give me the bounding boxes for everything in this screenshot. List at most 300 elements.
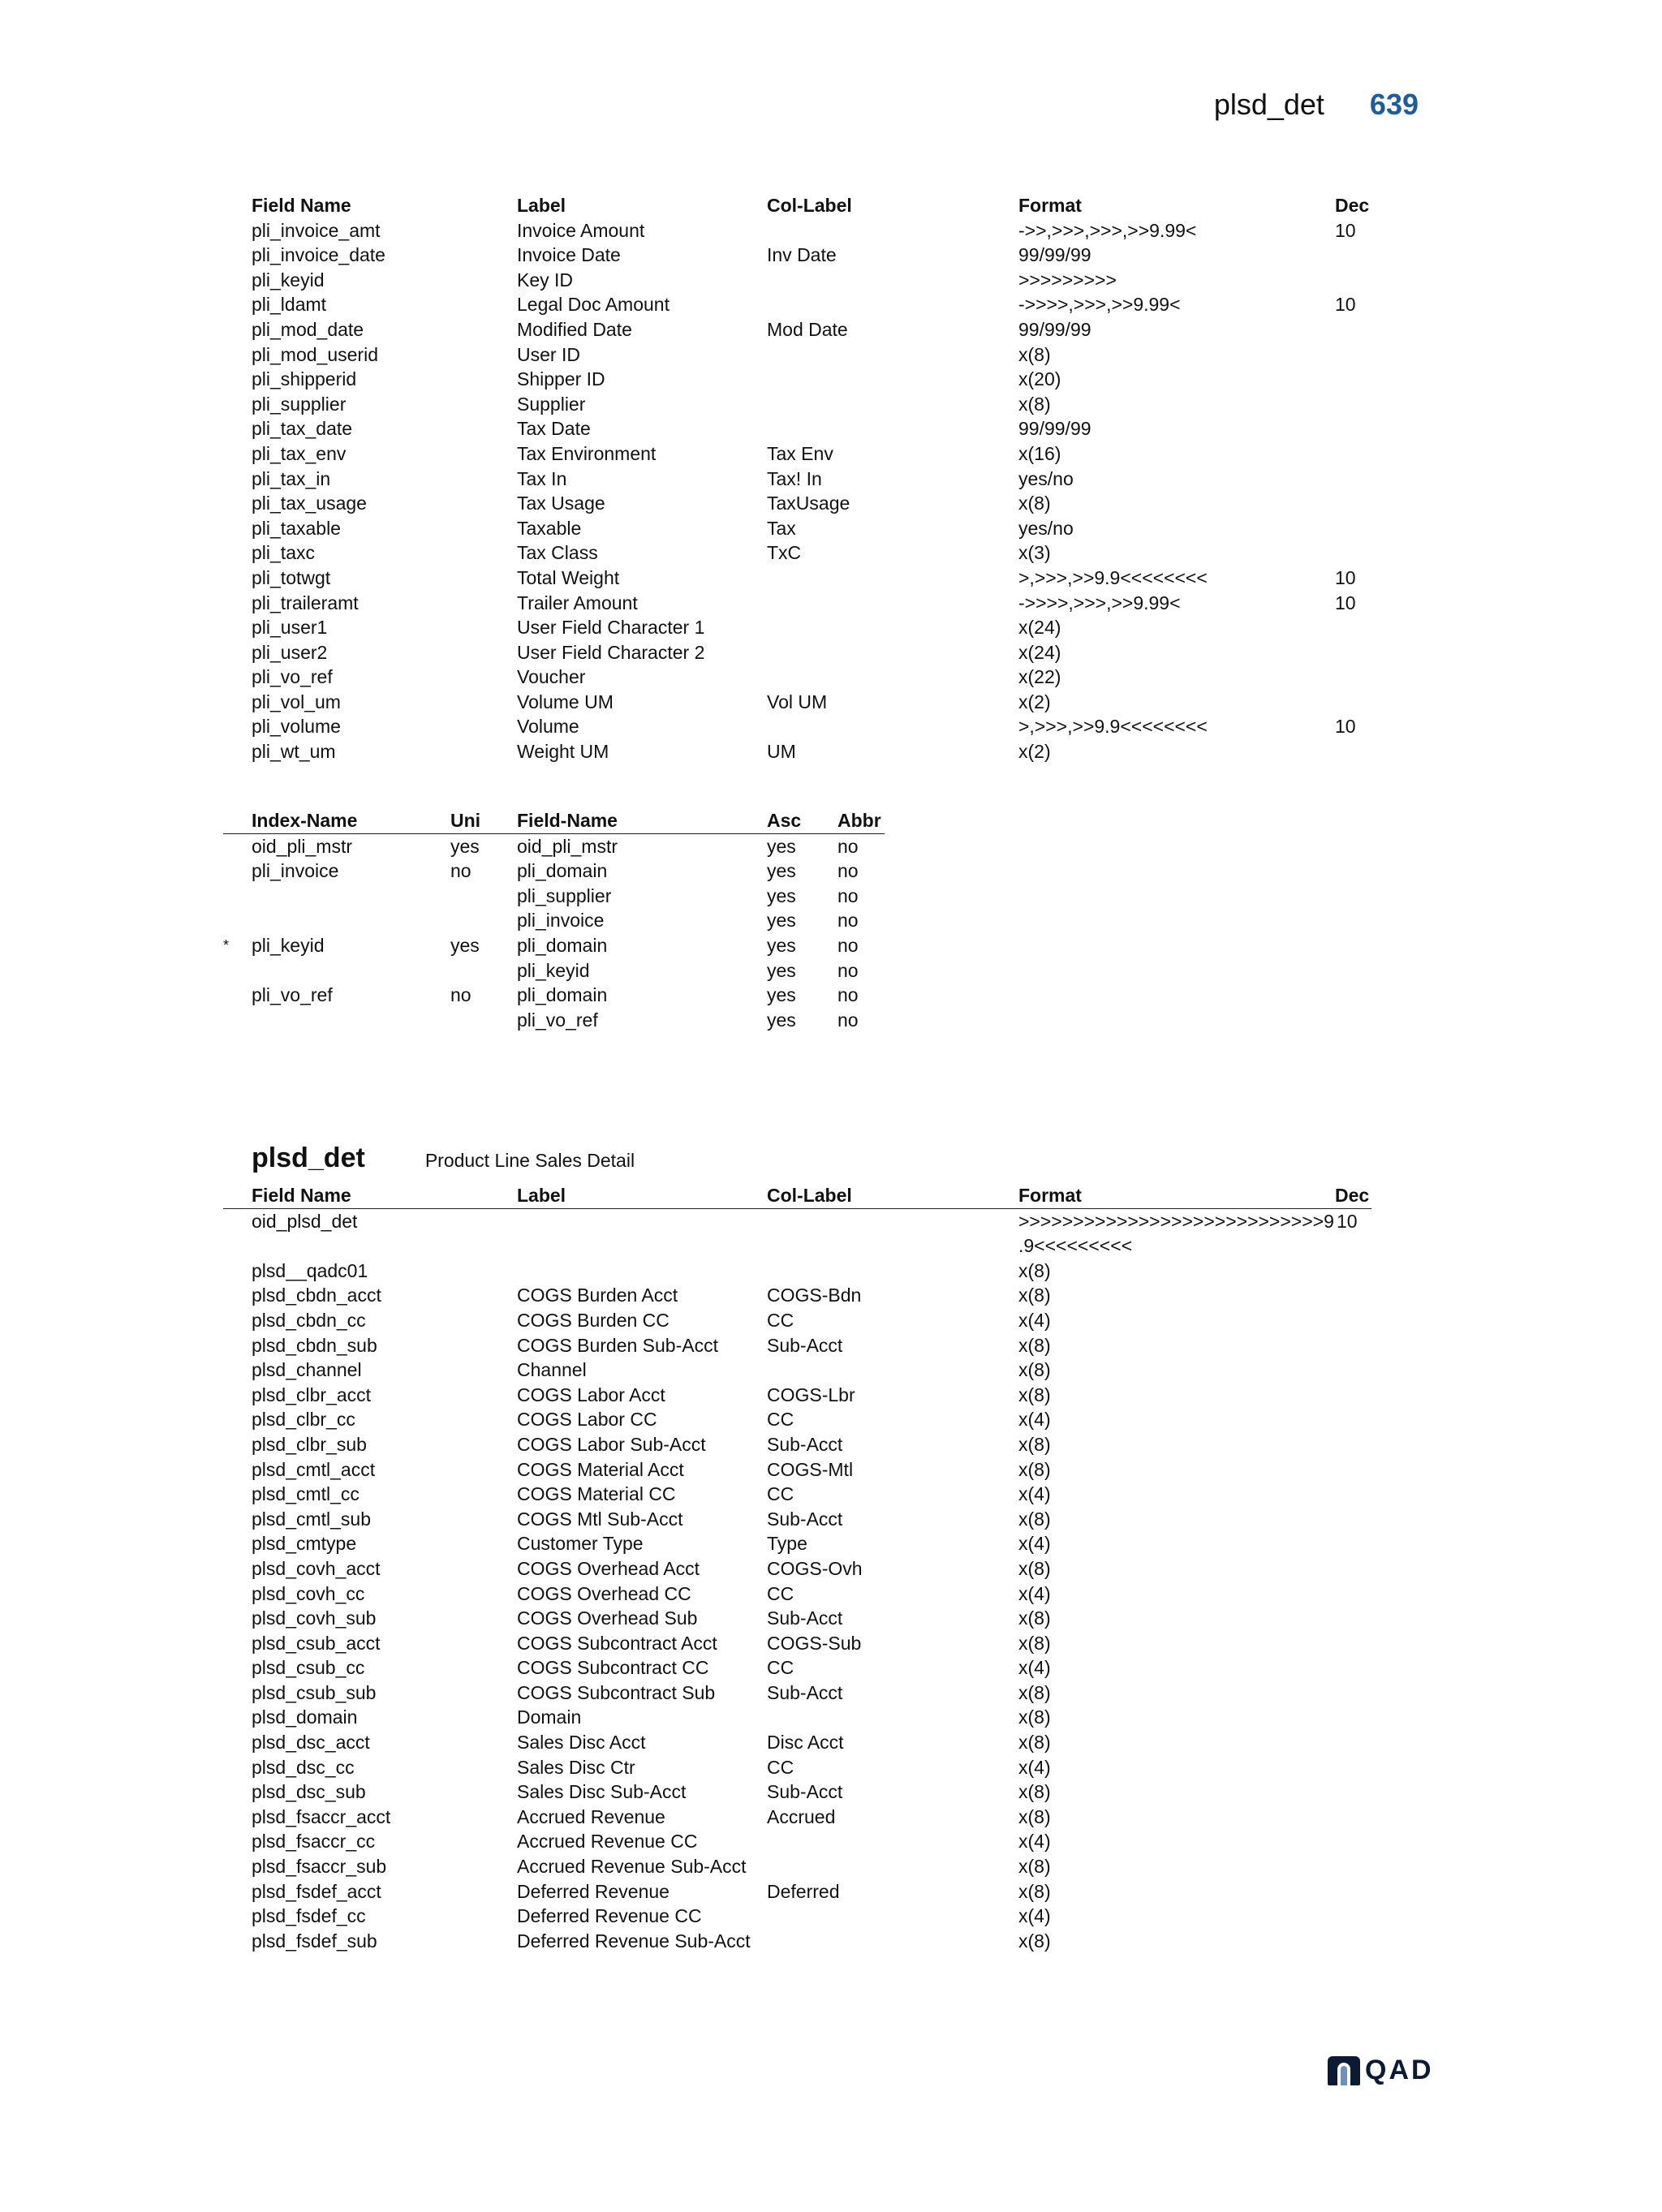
field-name: pli_volume	[252, 716, 341, 738]
label: COGS Burden CC	[517, 1309, 670, 1331]
header-field-name: Field Name	[252, 195, 351, 216]
dec: 10	[1337, 1210, 1358, 1232]
table-row	[223, 1308, 1371, 1333]
table-row-continuation	[223, 1233, 1371, 1259]
table-row	[223, 1283, 1371, 1308]
table-row	[223, 640, 1388, 665]
abbreviated-flag: no	[837, 934, 859, 956]
table-row	[223, 467, 1388, 492]
table-row	[223, 714, 1388, 739]
field-table-plsd	[223, 1183, 1371, 1953]
header-field-name: Field-Name	[517, 810, 618, 831]
format: x(8)	[1018, 1805, 1051, 1827]
field-name: plsd_cbdn_acct	[252, 1285, 381, 1306]
format: x(8)	[1018, 1508, 1051, 1530]
label: User ID	[517, 343, 580, 365]
field-name: pli_invoice_amt	[252, 219, 381, 241]
field-name: plsd_csub_sub	[252, 1681, 377, 1703]
format: x(4)	[1018, 1831, 1051, 1853]
col-label: Type	[767, 1533, 807, 1555]
page-title: plsd_det	[1213, 88, 1324, 121]
format: x(8)	[1018, 1259, 1051, 1281]
label: Volume	[517, 716, 579, 738]
label: Volume UM	[517, 691, 614, 712]
abbreviated-flag: no	[837, 884, 859, 906]
table-row	[223, 566, 1388, 591]
abbreviated-flag: no	[837, 910, 859, 932]
field-name: plsd_dsc_acct	[252, 1732, 370, 1754]
col-label: Sub-Acct	[767, 1607, 843, 1629]
col-label: CC	[767, 1756, 794, 1778]
field-name: plsd_cmtl_sub	[252, 1508, 372, 1530]
format: x(8)	[1018, 1384, 1051, 1405]
col-label: Disc Acct	[767, 1732, 844, 1754]
field-name: pli_user1	[252, 617, 328, 639]
col-label: COGS-Lbr	[767, 1384, 855, 1405]
table-row	[223, 1755, 1371, 1780]
field-name: pli_traileramt	[252, 592, 359, 613]
table-row	[223, 1507, 1371, 1532]
header-field-name: Field Name	[252, 1185, 351, 1206]
label: Invoice Amount	[517, 219, 645, 241]
label: Tax Class	[517, 542, 598, 564]
header-col-label: Col-Label	[767, 1185, 852, 1206]
field-name: plsd_fsdef_acct	[252, 1880, 381, 1902]
table-row	[223, 1383, 1371, 1408]
col-label: Sub-Acct	[767, 1433, 843, 1455]
field-name: plsd_cbdn_sub	[252, 1334, 377, 1356]
field-name: plsd_fsaccr_acct	[252, 1805, 391, 1827]
field-name: pli_tax_date	[252, 418, 353, 440]
label: Tax In	[517, 467, 567, 489]
format: x(8)	[1018, 1706, 1051, 1728]
label: Tax Usage	[517, 493, 605, 514]
format: x(8)	[1018, 343, 1051, 365]
col-label: CC	[767, 1409, 794, 1431]
field-name: pli_wt_um	[252, 741, 336, 763]
col-label: Mod Date	[767, 318, 848, 340]
unique-flag: yes	[450, 835, 480, 857]
field-name: pli_tax_env	[252, 442, 347, 464]
index-header-row	[223, 808, 885, 834]
table-row	[223, 739, 1388, 764]
primary-index-marker: *	[223, 936, 230, 953]
format: >,>>>,>>9.9<<<<<<<<	[1018, 716, 1208, 738]
dec: 10	[1335, 294, 1356, 316]
section-title	[252, 1143, 635, 1174]
field-name: pli_shipperid	[252, 368, 357, 390]
label: Deferred Revenue Sub-Acct	[517, 1930, 751, 1952]
field-name: pli_keyid	[517, 959, 590, 981]
table-row	[223, 1333, 1371, 1358]
table-row	[223, 958, 885, 983]
col-label: Tax Env	[767, 442, 833, 464]
unique-flag: yes	[450, 934, 480, 956]
format: x(4)	[1018, 1582, 1051, 1604]
table-row	[223, 1655, 1371, 1681]
table-row	[223, 1829, 1371, 1854]
label: COGS Material CC	[517, 1483, 676, 1505]
label: Taxable	[517, 517, 582, 539]
label: Accrued Revenue	[517, 1805, 665, 1827]
table-row	[223, 983, 885, 1008]
field-name: pli_user2	[252, 641, 328, 663]
table-row	[223, 1805, 1371, 1830]
header-uni: Uni	[450, 810, 481, 831]
format: yes/no	[1018, 467, 1074, 489]
label: COGS Overhead Sub	[517, 1607, 698, 1629]
col-label: Sub-Acct	[767, 1334, 843, 1356]
format: x(24)	[1018, 617, 1061, 639]
table-row	[223, 416, 1388, 441]
table-row	[223, 933, 885, 958]
format: yes/no	[1018, 517, 1074, 539]
table-row	[223, 1681, 1371, 1706]
table-row	[223, 1209, 1371, 1234]
format: x(8)	[1018, 1334, 1051, 1356]
index-name: oid_pli_mstr	[252, 835, 352, 857]
table-row	[223, 859, 885, 884]
col-label: Sub-Acct	[767, 1508, 843, 1530]
table-header-row	[223, 193, 1388, 218]
label: COGS Mtl Sub-Acct	[517, 1508, 683, 1530]
col-label: CC	[767, 1483, 794, 1505]
table-row	[223, 1705, 1371, 1730]
field-name: pli_keyid	[252, 269, 325, 290]
format: x(8)	[1018, 1880, 1051, 1902]
field-name: plsd_domain	[252, 1706, 358, 1728]
format: x(4)	[1018, 1756, 1051, 1778]
format: x(8)	[1018, 493, 1051, 514]
ascending-flag: yes	[767, 934, 796, 956]
label: Sales Disc Sub-Acct	[517, 1781, 687, 1803]
table-row	[223, 1779, 1371, 1805]
field-name: plsd_fsdef_cc	[252, 1905, 366, 1927]
format: x(4)	[1018, 1309, 1051, 1331]
field-name: plsd_clbr_acct	[252, 1384, 372, 1405]
format: x(4)	[1018, 1409, 1051, 1431]
field-name: plsd_fsaccr_cc	[252, 1831, 376, 1853]
label: COGS Overhead CC	[517, 1582, 691, 1604]
table-row	[223, 491, 1388, 516]
format: x(4)	[1018, 1657, 1051, 1679]
field-name: oid_pli_mstr	[517, 835, 618, 857]
ascending-flag: yes	[767, 835, 796, 857]
header-dec: Dec	[1335, 195, 1370, 216]
label: Sales Disc Ctr	[517, 1756, 635, 1778]
label: Domain	[517, 1706, 582, 1728]
format: x(8)	[1018, 1781, 1051, 1803]
label: Total Weight	[517, 566, 620, 588]
table-row	[223, 591, 1388, 616]
table-row	[223, 1556, 1371, 1582]
section-description: Product Line Sales Detail	[424, 1150, 635, 1171]
col-label: Tax! In	[767, 467, 822, 489]
field-name: pli_vo_ref	[517, 1009, 598, 1031]
header-label: Label	[517, 1185, 566, 1206]
label: COGS Material Acct	[517, 1458, 684, 1480]
col-label: CC	[767, 1582, 794, 1604]
field-name: plsd_cmtype	[252, 1533, 357, 1555]
table-row	[223, 441, 1388, 467]
table-row	[223, 292, 1388, 317]
field-name: pli_tax_usage	[252, 493, 367, 514]
field-name: plsd_csub_acct	[252, 1632, 381, 1654]
format: x(8)	[1018, 1285, 1051, 1306]
format: x(8)	[1018, 1681, 1051, 1703]
format: x(24)	[1018, 641, 1061, 663]
qad-logo-icon	[1328, 2056, 1360, 2085]
label: Accrued Revenue Sub-Acct	[517, 1856, 747, 1878]
field-name: plsd_clbr_cc	[252, 1409, 355, 1431]
table-row	[223, 1358, 1371, 1383]
field-name: plsd_fsdef_sub	[252, 1930, 377, 1952]
index-table	[223, 808, 885, 1032]
field-name: pli_tax_in	[252, 467, 331, 489]
field-name: pli_domain	[517, 860, 608, 882]
format: x(8)	[1018, 1458, 1051, 1480]
format: x(8)	[1018, 1607, 1051, 1629]
label: Invoice Date	[517, 244, 621, 266]
format-continued: .9<<<<<<<<<	[1018, 1235, 1133, 1257]
field-name: oid_plsd_det	[252, 1210, 358, 1232]
table-row	[223, 1531, 1371, 1556]
header-label: Label	[517, 195, 566, 216]
format: >>>>>>>>>	[1018, 269, 1117, 290]
ascending-flag: yes	[767, 910, 796, 932]
label: COGS Labor CC	[517, 1409, 657, 1431]
label: User Field Character 2	[517, 641, 705, 663]
col-label: UM	[767, 741, 796, 763]
col-label: COGS-Bdn	[767, 1285, 862, 1306]
label: User Field Character 1	[517, 617, 705, 639]
field-name: plsd_channel	[252, 1359, 362, 1381]
table-row	[223, 1854, 1371, 1879]
format: x(8)	[1018, 1359, 1051, 1381]
col-label: TxC	[767, 542, 802, 564]
col-label: Tax	[767, 517, 796, 539]
col-label: COGS-Sub	[767, 1632, 862, 1654]
abbreviated-flag: no	[837, 860, 859, 882]
table-row	[223, 516, 1388, 541]
unique-flag: no	[450, 860, 471, 882]
header-dec: Dec	[1335, 1185, 1370, 1206]
col-label: Deferred	[767, 1880, 840, 1902]
format: x(2)	[1018, 741, 1051, 763]
table-row	[223, 1929, 1371, 1954]
format: x(4)	[1018, 1483, 1051, 1505]
field-name: plsd_clbr_sub	[252, 1433, 367, 1455]
field-name: pli_supplier	[517, 884, 612, 906]
page-number: 639	[1369, 88, 1419, 121]
table-row	[223, 884, 885, 909]
field-name: pli_invoice_date	[252, 244, 385, 266]
table-row	[223, 1730, 1371, 1755]
field-name: pli_vo_ref	[252, 666, 333, 688]
ascending-flag: yes	[767, 884, 796, 906]
table-row	[223, 540, 1388, 566]
table-row	[223, 1482, 1371, 1507]
qad-logo	[1328, 2055, 1434, 2086]
label: Legal Doc Amount	[517, 294, 670, 316]
label: COGS Labor Sub-Acct	[517, 1433, 706, 1455]
label: COGS Burden Sub-Acct	[517, 1334, 718, 1356]
col-label: COGS-Ovh	[767, 1557, 863, 1579]
format: >,>>>,>>9.9<<<<<<<<	[1018, 566, 1208, 588]
dec: 10	[1335, 716, 1356, 738]
format: x(4)	[1018, 1533, 1051, 1555]
format: x(3)	[1018, 542, 1051, 564]
label: Sales Disc Acct	[517, 1732, 646, 1754]
table-row	[223, 1008, 885, 1033]
table-row	[223, 268, 1388, 293]
field-name: plsd_covh_acct	[252, 1557, 381, 1579]
table-row	[223, 834, 885, 859]
field-name: pli_mod_userid	[252, 343, 378, 365]
table-row	[223, 342, 1388, 368]
index-name: pli_keyid	[252, 934, 325, 956]
format: >>>>>>>>>>>>>>>>>>>>>>>>>>>>9	[1018, 1210, 1334, 1232]
field-name: plsd_cmtl_acct	[252, 1458, 376, 1480]
field-name: pli_domain	[517, 934, 608, 956]
table-row	[223, 908, 885, 933]
header-index-name: Index-Name	[252, 810, 358, 831]
format: x(20)	[1018, 368, 1061, 390]
label: Trailer Amount	[517, 592, 638, 613]
abbreviated-flag: no	[837, 1009, 859, 1031]
label: Modified Date	[517, 318, 632, 340]
field-name: plsd__qadc01	[252, 1259, 368, 1281]
logo-text: QAD	[1365, 2055, 1434, 2085]
table-row	[223, 243, 1388, 268]
field-name: pli_supplier	[252, 393, 347, 415]
table-row	[223, 1457, 1371, 1483]
field-name: pli_invoice	[517, 910, 605, 932]
table-row	[223, 1904, 1371, 1929]
ascending-flag: yes	[767, 1009, 796, 1031]
field-name: pli_vol_um	[252, 691, 341, 712]
field-name: pli_domain	[517, 984, 608, 1006]
index-name: pli_invoice	[252, 860, 339, 882]
field-name: pli_taxable	[252, 517, 341, 539]
table-row	[223, 1631, 1371, 1656]
label: Tax Environment	[517, 442, 657, 464]
table-row	[223, 1432, 1371, 1457]
field-name: pli_ldamt	[252, 294, 327, 316]
table-header-row	[223, 1183, 1371, 1209]
format: x(22)	[1018, 666, 1061, 688]
page-header	[1214, 88, 1419, 122]
field-name: pli_mod_date	[252, 318, 364, 340]
field-name: pli_totwgt	[252, 566, 331, 588]
header-asc: Asc	[767, 810, 802, 831]
table-row	[223, 665, 1388, 690]
format: x(8)	[1018, 1557, 1051, 1579]
format: x(8)	[1018, 1433, 1051, 1455]
format: ->>,>>>,>>>,>>9.99<	[1018, 219, 1197, 241]
label: COGS Labor Acct	[517, 1384, 665, 1405]
table-row	[223, 1259, 1371, 1284]
ascending-flag: yes	[767, 860, 796, 882]
label: Supplier	[517, 393, 586, 415]
format: x(8)	[1018, 1930, 1051, 1952]
label: Voucher	[517, 666, 586, 688]
field-name: plsd_dsc_sub	[252, 1781, 366, 1803]
col-label: Inv Date	[767, 244, 837, 266]
format: x(16)	[1018, 442, 1061, 464]
format: x(8)	[1018, 1632, 1051, 1654]
dec: 10	[1335, 219, 1356, 241]
label: Weight UM	[517, 741, 609, 763]
field-table-pli	[223, 193, 1388, 764]
abbreviated-flag: no	[837, 835, 859, 857]
label: Deferred Revenue	[517, 1880, 670, 1902]
col-label: Vol UM	[767, 691, 828, 712]
table-row	[223, 1582, 1371, 1607]
label: Key ID	[517, 269, 574, 290]
table-row	[223, 1879, 1371, 1904]
format: ->>>>,>>>,>>9.99<	[1018, 294, 1181, 316]
dec: 10	[1335, 592, 1356, 613]
format: x(8)	[1018, 1856, 1051, 1878]
field-name: plsd_dsc_cc	[252, 1756, 355, 1778]
unique-flag: no	[450, 984, 471, 1006]
label: COGS Subcontract Acct	[517, 1632, 717, 1654]
field-name: plsd_cbdn_cc	[252, 1309, 366, 1331]
field-name: plsd_csub_cc	[252, 1657, 365, 1679]
col-label: CC	[767, 1657, 794, 1679]
col-label: Sub-Acct	[767, 1781, 843, 1803]
table-row	[223, 615, 1388, 640]
col-label: COGS-Mtl	[767, 1458, 854, 1480]
header-col-label: Col-Label	[767, 195, 852, 216]
table-row	[223, 690, 1388, 715]
label: COGS Subcontract Sub	[517, 1681, 716, 1703]
format: ->>>>,>>>,>>9.99<	[1018, 592, 1181, 613]
format: 99/99/99	[1018, 318, 1091, 340]
format: x(8)	[1018, 1732, 1051, 1754]
format: 99/99/99	[1018, 418, 1091, 440]
table-row	[223, 367, 1388, 392]
col-label: CC	[767, 1309, 794, 1331]
abbreviated-flag: no	[837, 984, 859, 1006]
col-label: Sub-Acct	[767, 1681, 843, 1703]
header-format: Format	[1018, 1185, 1082, 1206]
table-row	[223, 218, 1388, 243]
label: COGS Burden Acct	[517, 1285, 678, 1306]
abbreviated-flag: no	[837, 959, 859, 981]
field-name: plsd_fsaccr_sub	[252, 1856, 387, 1878]
table-row	[223, 1606, 1371, 1631]
field-name: plsd_cmtl_cc	[252, 1483, 360, 1505]
col-label: TaxUsage	[767, 493, 850, 514]
ascending-flag: yes	[767, 959, 796, 981]
header-abbr: Abbr	[837, 810, 881, 831]
table-row	[223, 392, 1388, 417]
table-row	[223, 1407, 1371, 1432]
field-name: pli_taxc	[252, 542, 315, 564]
index-name: pli_vo_ref	[252, 984, 333, 1006]
section-name: plsd_det	[252, 1143, 365, 1173]
header-format: Format	[1018, 195, 1082, 216]
label: Accrued Revenue CC	[517, 1831, 698, 1853]
field-name: plsd_covh_cc	[252, 1582, 365, 1604]
label: COGS Subcontract CC	[517, 1657, 709, 1679]
label: Tax Date	[517, 418, 591, 440]
format: 99/99/99	[1018, 244, 1091, 266]
label: Channel	[517, 1359, 587, 1381]
label: COGS Overhead Acct	[517, 1557, 700, 1579]
